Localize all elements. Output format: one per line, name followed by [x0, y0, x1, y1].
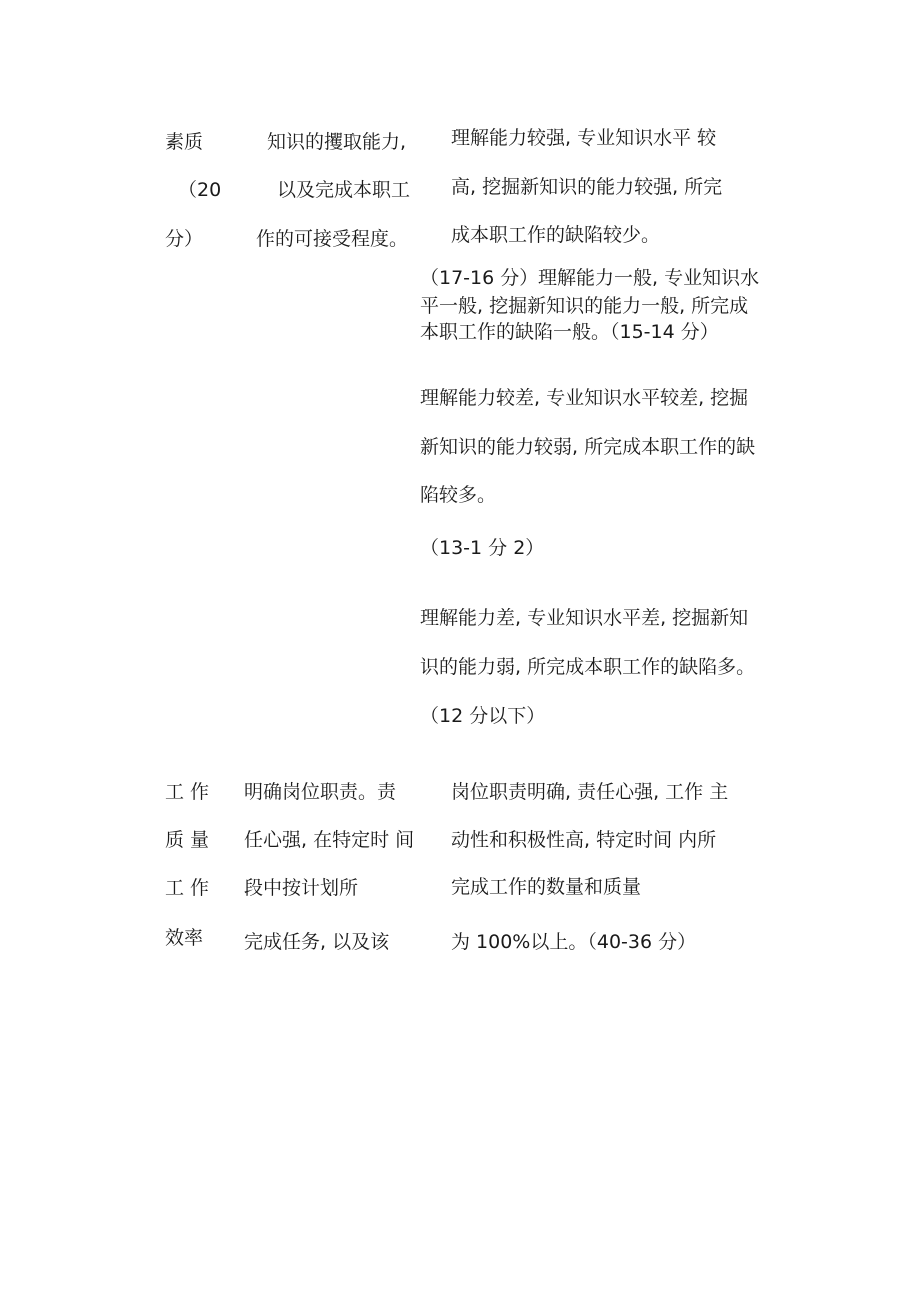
criteria-text: 完成任务, 以及该	[244, 931, 390, 953]
level-text: 高, 挖掘新知识的能力较强, 所完	[451, 176, 723, 198]
criteria-text: 以及完成本职工	[277, 179, 411, 201]
level-text: 理解能力差, 专业知识水平差, 挖掘新知	[420, 607, 749, 629]
score-text: （17-16 分）	[420, 267, 539, 289]
score-text: 为 100%以上。（40-36 分）	[451, 931, 697, 953]
level-text: 本职工作的缺陷一般。（15-14 分）	[420, 321, 719, 343]
criteria-text: 明确岗位职责。责	[244, 781, 397, 803]
level-text: 岗位职责明确, 责任心强, 工作 主	[451, 781, 729, 803]
category-label: 效率	[165, 927, 204, 949]
level-text: 陷较多。	[420, 484, 497, 506]
category-label: 分）	[165, 228, 204, 250]
level-text: 理解能力较差, 专业知识水平较差, 挖掘	[420, 387, 749, 409]
category-label: 工 作	[165, 781, 210, 803]
level-text: 平一般, 挖掘新知识的能力一般, 所完成	[420, 295, 749, 317]
level-text: 动性和积极性高, 特定时间 内所	[451, 829, 717, 851]
category-label: 质 量	[165, 829, 210, 851]
category-label: （20	[178, 179, 222, 201]
score-text: （12 分以下）	[420, 705, 546, 727]
score-text: （13-1 分 2）	[420, 537, 545, 559]
level-text: 识的能力弱, 所完成本职工作的缺陷多。	[420, 656, 756, 678]
criteria-text: 作的可接受程度。	[256, 228, 409, 250]
level-text: 理解能力一般, 专业知识水	[538, 267, 760, 289]
level-text: 完成工作的数量和质量	[451, 876, 642, 898]
category-label: 素质	[165, 131, 204, 153]
category-label: 工 作	[165, 877, 210, 899]
level-text: 理解能力较强, 专业知识水平 较	[451, 127, 717, 149]
criteria-text: 知识的攫取能力,	[267, 131, 407, 153]
level-text: 成本职工作的缺陷较少。	[451, 224, 661, 246]
criteria-text: 段中按计划所	[244, 877, 359, 899]
criteria-text: 任心强, 在特定时 间	[244, 829, 415, 851]
level-text: 新知识的能力较弱, 所完成本职工作的缺	[420, 436, 756, 458]
